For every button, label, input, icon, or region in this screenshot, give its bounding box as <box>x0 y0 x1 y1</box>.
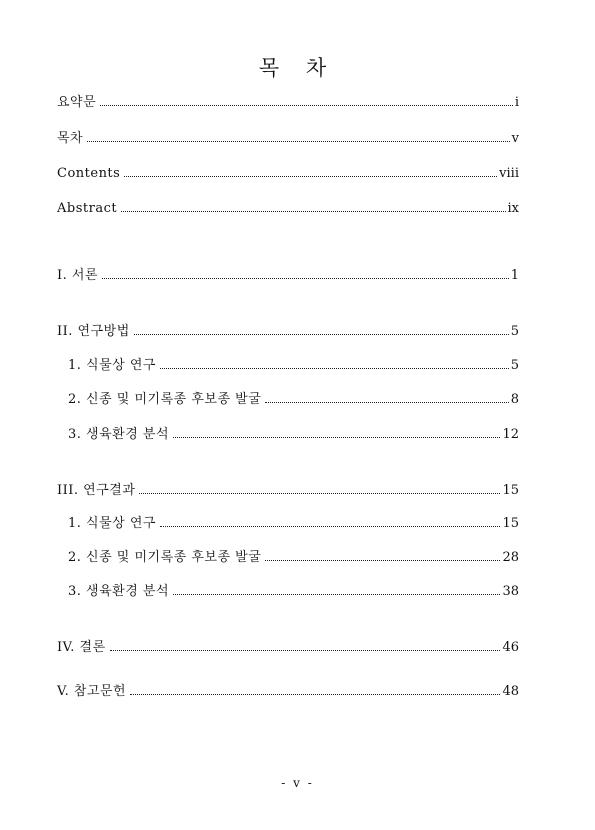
toc-entry-page: i <box>514 95 519 110</box>
toc-entry-methods[interactable] <box>57 324 519 340</box>
toc-entry-results-new-species[interactable] <box>68 550 519 566</box>
dot-leader <box>130 694 500 695</box>
page-number-footer: - v - <box>281 776 314 790</box>
toc-entry-methods-habitat[interactable] <box>68 427 519 443</box>
page-title: 목 차 <box>258 56 337 80</box>
toc-entry-label: 2. 신종 및 미기록종 후보종 발굴 <box>68 550 262 565</box>
toc-entry-label: 1. 식물상 연구 <box>68 358 156 373</box>
toc-entry-label: III. 연구결과 <box>57 483 136 498</box>
toc-entry-page: viii <box>499 166 519 181</box>
toc-entry-label: 1. 식물상 연구 <box>68 516 156 531</box>
toc-entry-page: 5 <box>510 358 519 373</box>
toc-entry-label: Abstract <box>57 201 118 216</box>
toc-entry-page: 15 <box>502 483 519 498</box>
toc-entry-results-habitat[interactable] <box>68 584 519 600</box>
toc-entry-methods-new-species[interactable] <box>68 392 519 408</box>
toc-entry-methods-flora[interactable] <box>68 358 519 374</box>
toc-entry-references[interactable] <box>57 684 519 700</box>
toc-entry-page: 8 <box>510 392 519 407</box>
toc-entry-label: 요약문 <box>57 95 97 110</box>
toc-entry-page: 38 <box>502 584 519 599</box>
dot-leader <box>121 211 505 212</box>
dot-leader <box>160 526 500 527</box>
toc-entry-summary[interactable] <box>57 95 519 111</box>
dot-leader <box>102 278 509 279</box>
toc-entry-label: 3. 생육환경 분석 <box>68 584 170 599</box>
dot-leader <box>124 176 497 177</box>
toc-entry-label: 3. 생육환경 분석 <box>68 427 170 442</box>
toc-entry-page: 12 <box>502 427 519 442</box>
toc-entry-contents-ko[interactable] <box>57 131 519 147</box>
toc-entry-results[interactable] <box>57 483 519 499</box>
toc-entry-label: 2. 신종 및 미기록종 후보종 발굴 <box>68 392 262 407</box>
dot-leader <box>265 560 500 561</box>
dot-leader <box>173 437 500 438</box>
toc-entry-label: Contents <box>57 166 121 181</box>
toc-entry-label: 목차 <box>57 131 84 146</box>
dot-leader <box>100 105 513 106</box>
toc-entry-page: ix <box>507 201 519 216</box>
toc-entry-page: 5 <box>510 324 519 339</box>
toc-entry-label: V. 참고문헌 <box>57 684 127 699</box>
dot-leader <box>134 334 509 335</box>
toc-entry-page: 46 <box>502 640 519 655</box>
toc-entry-abstract[interactable] <box>57 201 519 217</box>
toc-entry-page: v <box>511 131 519 146</box>
toc-entry-label: I. 서론 <box>57 268 99 283</box>
dot-leader <box>87 141 510 142</box>
dot-leader <box>265 402 508 403</box>
dot-leader <box>173 594 500 595</box>
toc-entry-page: 1 <box>510 268 519 283</box>
toc-entry-introduction[interactable] <box>57 268 519 284</box>
dot-leader <box>139 493 500 494</box>
dot-leader <box>110 650 501 651</box>
toc-entry-label: II. 연구방법 <box>57 324 130 339</box>
toc-entry-page: 28 <box>502 550 519 565</box>
dot-leader <box>160 368 509 369</box>
toc-entry-results-flora[interactable] <box>68 516 519 532</box>
toc-entry-label: IV. 결론 <box>57 640 106 655</box>
toc-entry-page: 15 <box>502 516 519 531</box>
toc-entry-conclusion[interactable] <box>57 640 519 656</box>
toc-entry-contents-en[interactable] <box>57 166 519 182</box>
toc-entry-page: 48 <box>502 684 519 699</box>
